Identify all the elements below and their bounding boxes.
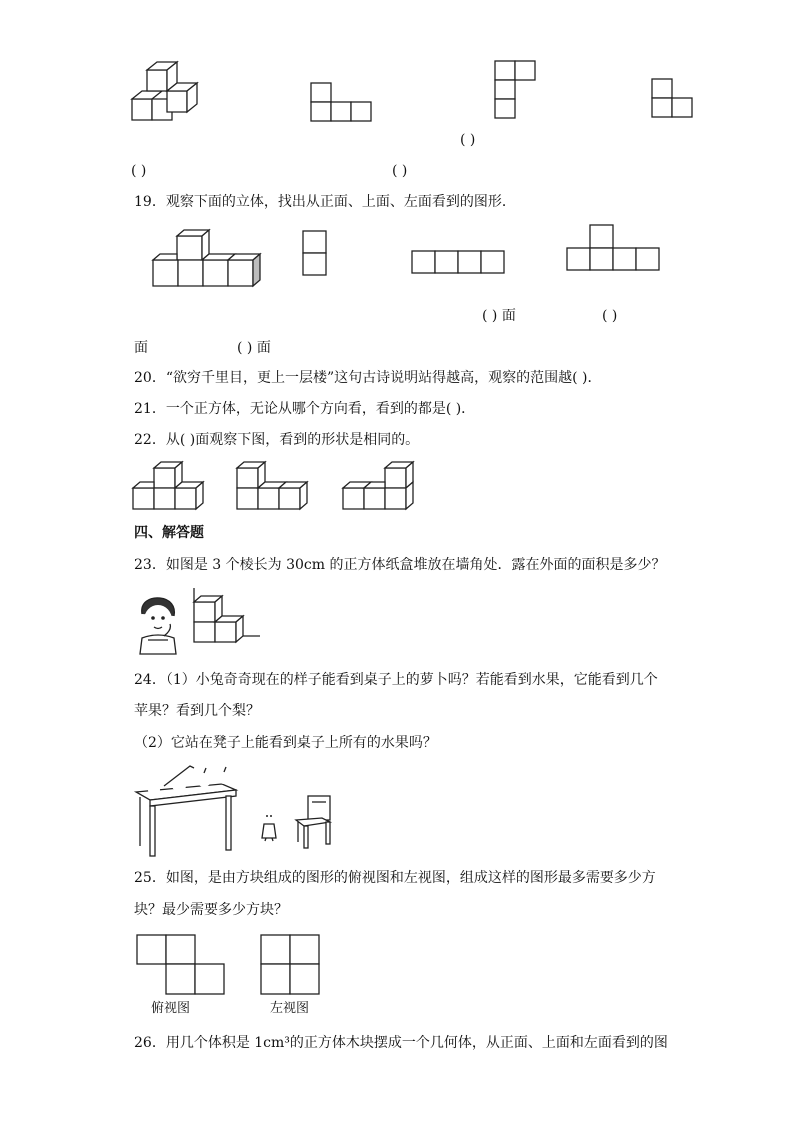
- q19-question: 19．观察下面的立体，找出从正面、上面、左面看到的图形．: [134, 194, 516, 210]
- q24-table-illustration: [134, 760, 240, 860]
- q22-figure-2: [236, 460, 310, 512]
- q25-left-view: [260, 934, 324, 998]
- q19-view-four-row: [411, 250, 507, 276]
- q18-solid-figure: [130, 58, 210, 128]
- q25-top-view: [136, 934, 228, 998]
- q24-chair-illustration: [292, 794, 334, 850]
- q24-line-2: 苹果？看到几个梨？: [134, 703, 260, 719]
- q19-label-1: 面: [134, 340, 148, 356]
- q24-line-1: 24．（1）小兔奇奇现在的样子能看到桌子上的萝卜吗？若能看到水果，它能看到几个: [134, 672, 658, 688]
- q23-stacked-boxes: [188, 588, 263, 646]
- q24-line-3: （2）它站在凳子上能看到桌子上所有的水果吗？: [134, 735, 437, 751]
- q25-line-2: 块？最少需要多少方块？: [134, 902, 288, 918]
- q21-question: 21．一个正方体，无论从哪个方向看，看到的都是( )．: [134, 401, 476, 417]
- q18-view-bottom-row: [310, 82, 372, 124]
- q18-blank-2[interactable]: ( ): [392, 163, 408, 179]
- q23-boy-illustration: [134, 596, 182, 654]
- q19-blank-3[interactable]: ( ) 面: [482, 308, 516, 324]
- q24-rabbit-illustration: [258, 800, 280, 842]
- q19-solid-figure: [152, 226, 267, 290]
- q23-question: 23．如图是 3 个棱长为 30cm 的正方体纸盒堆放在墙角处．露在外面的面积是多少？: [134, 557, 666, 573]
- q18-blank-3[interactable]: ( ): [460, 132, 476, 148]
- q20-question: 20．“欲穷千里目，更上一层楼”这句古诗说明站得越高，观察的范围越( )．: [134, 370, 602, 386]
- q19-blank-4[interactable]: ( ): [602, 308, 618, 324]
- q18-blank-1[interactable]: ( ): [131, 163, 147, 179]
- q18-view-small-l: [651, 78, 695, 120]
- q22-figure-3: [342, 460, 416, 512]
- q26-question: 26．用几个体积是 1cm³的正方体木块摆成一个几何体，从正面、上面和左面看到的图: [134, 1035, 668, 1051]
- q19-view-two-vertical: [302, 230, 328, 278]
- q19-view-t-shape: [567, 224, 662, 274]
- q18-view-tall-column: [494, 60, 538, 122]
- q25-caption-top-view: 俯视图: [151, 1001, 191, 1016]
- q25-line-1: 25．如图，是由方块组成的图形的俯视图和左视图，组成这样的图形最多需要多少方: [134, 870, 656, 886]
- q22-figure-1: [132, 460, 206, 512]
- q19-blank-2[interactable]: ( ) 面: [237, 340, 271, 356]
- q22-question: 22．从( )面观察下图，看到的形状是相同的。: [134, 432, 420, 448]
- q25-caption-left-view: 左视图: [270, 1001, 310, 1016]
- section-title: 四、解答题: [134, 525, 204, 541]
